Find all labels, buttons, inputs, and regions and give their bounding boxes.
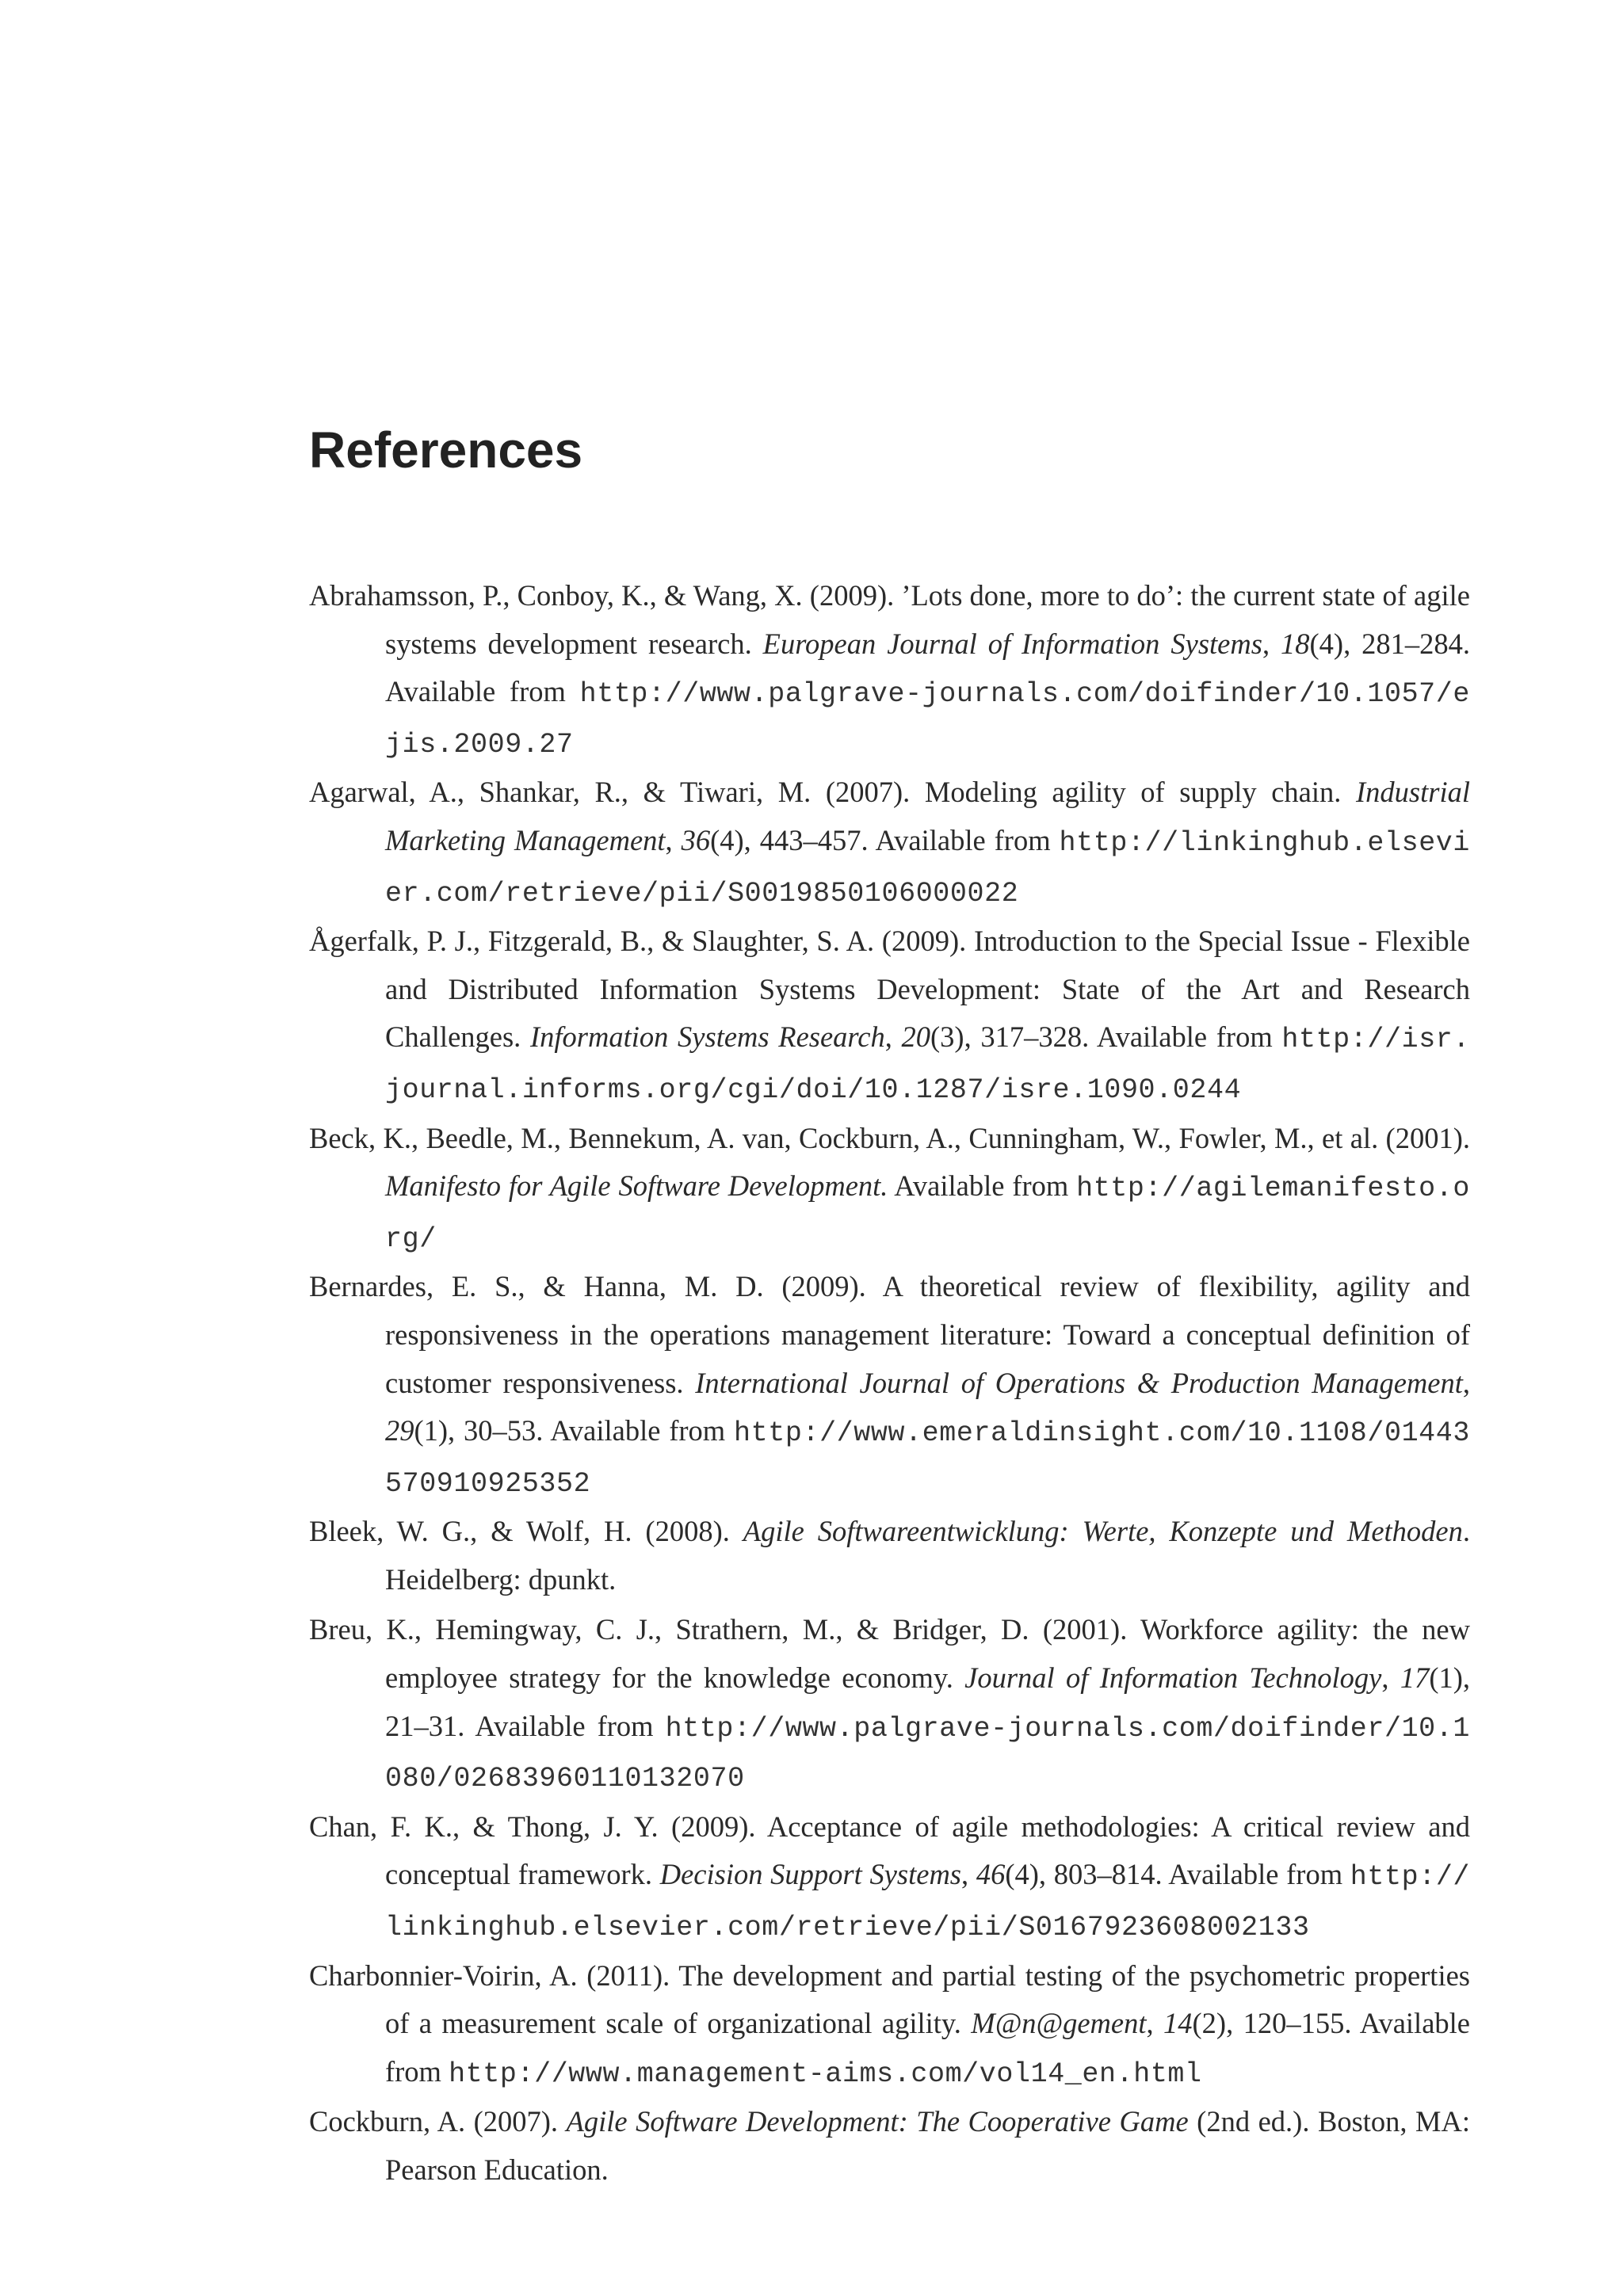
reference-text: Ågerfalk, P. J., Fitzgerald, B., & Slaughter, S. A. (2009). Introduction to the Special Issue - Flexible and Distributed Information Systems Development: State of the Art and Research Challenges.	[309, 925, 1470, 1054]
reference-text: Bernardes, E. S., & Hanna, M. D. (2009). A theoretical review of flexibility, agility and responsiveness in the operations management literature: Toward a conceptual definition of customer responsiveness.	[309, 1270, 1470, 1399]
reference-url[interactable]: http://linkinghub.elsevier.com/retrieve/pii/S0167923608002133	[385, 1861, 1471, 1944]
reference-source: European Journal of Information Systems	[762, 627, 1262, 660]
reference-text: Abrahamsson, P., Conboy, K., & Wang, X. (2009). ’Lots done, more to do’: the current state of agile systems development research.	[309, 579, 1470, 660]
reference-source: Agile Softwareentwicklung: Werte, Konzepte und Methoden	[743, 1515, 1463, 1548]
reference-entry	[309, 572, 1470, 769]
reference-url[interactable]: http://agilemanifesto.org/	[385, 1173, 1470, 1255]
reference-entry	[309, 1263, 1470, 1508]
reference-details: Available from	[888, 1169, 1077, 1203]
reference-entry	[309, 769, 1470, 917]
reference-entry	[309, 1115, 1470, 1264]
reference-details: (4), 443–457. Available from	[710, 823, 1060, 856]
reference-url[interactable]: http://www.emeraldinsight.com/10.1108/01443570910925352	[385, 1417, 1470, 1500]
reference-entry	[309, 1606, 1470, 1802]
reference-url[interactable]: http://www.palgrave-journals.com/doifinder/10.1080/02683960110132070	[385, 1712, 1470, 1795]
reference-entry	[309, 2098, 1470, 2196]
reference-list	[309, 572, 1470, 2197]
reference-separator: ,	[1262, 627, 1281, 660]
reference-volume: 17	[1400, 1661, 1430, 1695]
reference-entry	[309, 1508, 1470, 1606]
reference-volume: 29	[385, 1414, 414, 1447]
reference-source: Agile Software Development: The Cooperative Game	[566, 2105, 1189, 2138]
reference-details: . Heidelberg: dpunkt.	[385, 1515, 1470, 1596]
reference-volume: 46	[976, 1858, 1006, 1891]
reference-volume: 20	[901, 1020, 931, 1054]
reference-separator: ,	[1462, 1366, 1470, 1399]
reference-source: Industrial Marketing Management	[385, 776, 1470, 856]
reference-url[interactable]: http://linkinghub.elsevier.com/retrieve/pii/S0019850106000022	[385, 826, 1471, 910]
reference-details: (1), 21–31. Available from	[385, 1661, 1470, 1742]
reference-details: (4), 281–284. Available from	[385, 627, 1471, 708]
page-title: References	[309, 421, 583, 479]
reference-details: (2), 120–155. Available from	[385, 2007, 1470, 2088]
reference-source: International Journal of Operations & Production Management	[695, 1366, 1463, 1399]
reference-text: Agarwal, A., Shankar, R., & Tiwari, M. (2007). Modeling agility of supply chain.	[309, 776, 1356, 809]
reference-entry	[309, 1803, 1470, 1952]
reference-entry	[309, 917, 1470, 1114]
reference-source: Manifesto for Agile Software Development.	[385, 1169, 888, 1203]
reference-separator: ,	[665, 823, 682, 856]
reference-text: Cockburn, A. (2007).	[309, 2105, 567, 2138]
reference-source: M@n@gement	[971, 2007, 1147, 2040]
reference-details: (2nd ed.). Boston, MA: Pearson Education.	[385, 2105, 1471, 2186]
reference-url[interactable]: http://isr.journal.informs.org/cgi/doi/10.1287/isre.1090.0244	[385, 1024, 1471, 1106]
reference-details: (1), 30–53. Available from	[414, 1414, 735, 1447]
reference-text: Charbonnier-Voirin, A. (2011). The development and partial testing of the psychometric properties of a measurement scale of organizational agility.	[309, 1958, 1470, 2040]
reference-url[interactable]: http://www.palgrave-journals.com/doifinder/10.1057/ejis.2009.27	[385, 678, 1470, 761]
reference-details: (3), 317–328. Available from	[930, 1020, 1282, 1054]
reference-volume: 18	[1281, 627, 1310, 660]
reference-separator: ,	[884, 1020, 902, 1054]
reference-volume: 14	[1163, 2007, 1193, 2040]
reference-url[interactable]: http://www.management-aims.com/vol14_en.html	[449, 2058, 1202, 2090]
reference-text: Beck, K., Beedle, M., Bennekum, A. van, Cockburn, A., Cunningham, W., Fowler, M., et al. (2001).	[309, 1121, 1470, 1154]
reference-volume: 36	[681, 823, 711, 856]
reference-source: Journal of Information Technology	[964, 1661, 1382, 1695]
reference-entry	[309, 1952, 1470, 2099]
reference-separator: ,	[961, 1858, 976, 1891]
reference-source: Decision Support Systems	[659, 1858, 962, 1891]
reference-text: Bleek, W. G., & Wolf, H. (2008).	[309, 1515, 743, 1548]
reference-source: Information Systems Research	[529, 1020, 885, 1054]
reference-separator: ,	[1381, 1661, 1400, 1695]
reference-text: Breu, K., Hemingway, C. J., Strathern, M., & Bridger, D. (2001). Workforce agility: the new employee strategy for the knowledge economy.	[309, 1613, 1470, 1695]
reference-text: Chan, F. K., & Thong, J. Y. (2009). Acceptance of agile methodologies: A critical review and conceptual framework.	[309, 1810, 1470, 1891]
reference-details: (4), 803–814. Available from	[1005, 1858, 1350, 1891]
reference-separator: ,	[1146, 2007, 1164, 2040]
